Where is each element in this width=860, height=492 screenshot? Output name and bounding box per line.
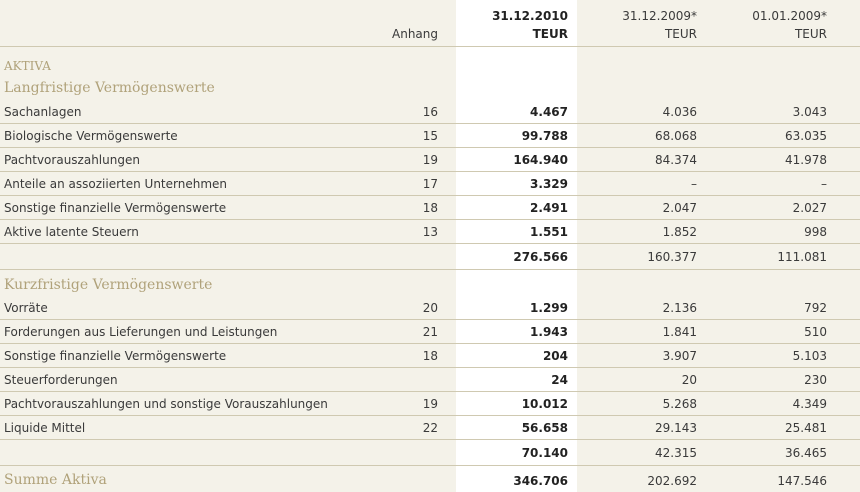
current-year-column-highlight [456, 0, 577, 492]
subtotal-2010: 70.140 [521, 446, 568, 460]
row-value-0109: 510 [804, 325, 827, 339]
row-note: 19 [422, 397, 438, 411]
row-label: Aktive latente Steuern [4, 225, 139, 239]
row-value-0109: 63.035 [785, 129, 827, 143]
row-divider [0, 343, 860, 344]
row-value-2010: 3.329 [530, 177, 568, 191]
row-value-0109: 2.027 [792, 201, 827, 215]
row-note: 22 [422, 421, 438, 435]
row-divider [0, 123, 860, 124]
summe-0109: 147.546 [777, 474, 827, 488]
subtotal-2010: 276.566 [513, 250, 568, 264]
row-label: Vorräte [4, 301, 48, 315]
col-0109-unit: TEUR [794, 27, 827, 41]
row-value-2009: 4.036 [662, 105, 697, 119]
subtotal-2009: 42.315 [655, 446, 697, 460]
row-value-2010: 164.940 [513, 153, 568, 167]
row-value-2009: 20 [681, 373, 697, 387]
col-2010-date: 31.12.2010 [492, 9, 568, 23]
header-divider [0, 46, 860, 47]
row-value-2010: 204 [542, 349, 568, 363]
row-note: 18 [422, 201, 438, 215]
row-divider [0, 171, 860, 172]
row-value-0109: 5.103 [792, 349, 827, 363]
row-value-2010: 2.491 [530, 201, 568, 215]
row-divider [0, 319, 860, 320]
row-value-2009: 1.841 [662, 325, 697, 339]
subtotal-0109: 111.081 [777, 250, 827, 264]
row-label: Biologische Vermögenswerte [4, 129, 178, 143]
row-label: Forderungen aus Lieferungen und Leistungen [4, 325, 278, 339]
row-note: 18 [422, 349, 438, 363]
row-note: 16 [422, 105, 438, 119]
row-divider [0, 367, 860, 368]
row-value-0109: 3.043 [792, 105, 827, 119]
row-label: Sachanlagen [4, 105, 82, 119]
section-divider [0, 269, 860, 270]
col-0109-date: 01.01.2009* [752, 9, 827, 23]
row-value-2010: 56.658 [521, 421, 568, 435]
row-label: Liquide Mittel [4, 421, 86, 435]
row-value-0109: 25.481 [785, 421, 827, 435]
col-2010-unit: TEUR [532, 27, 568, 41]
summe-2009: 202.692 [647, 474, 697, 488]
anhang-header: Anhang [392, 27, 438, 41]
aktiva-title: AKTIVA [4, 59, 51, 73]
row-divider [0, 415, 860, 416]
row-value-0109: 792 [804, 301, 827, 315]
subtotal-2009: 160.377 [647, 250, 697, 264]
row-note: 20 [422, 301, 438, 315]
row-label: Pachtvorauszahlungen [4, 153, 140, 167]
col-2009-date: 31.12.2009* [622, 9, 697, 23]
row-label: Anteile an assoziierten Unternehmen [4, 177, 228, 191]
row-label: Sonstige finanzielle Vermögenswerte [4, 349, 227, 363]
row-value-2009: 68.068 [655, 129, 697, 143]
row-note: 19 [422, 153, 438, 167]
row-value-0109: – [821, 177, 827, 191]
subtotal-0109: 36.465 [785, 446, 827, 460]
row-label: Steuerforderungen [4, 373, 118, 387]
row-divider [0, 147, 860, 148]
kurzfristig-title: Kurzfristige Vermögenswerte [4, 277, 213, 293]
row-label: Pachtvorauszahlungen und sonstige Vorauszahlungen [4, 397, 328, 411]
col-2009-unit: TEUR [664, 27, 697, 41]
row-value-2009: – [691, 177, 697, 191]
langfristig-title: Langfristige Vermögenswerte [4, 80, 215, 96]
row-value-2010: 1.299 [530, 301, 568, 315]
row-divider [0, 391, 860, 392]
row-value-2010: 24 [551, 373, 568, 387]
row-value-2010: 10.012 [521, 397, 568, 411]
row-value-0109: 41.978 [785, 153, 827, 167]
row-value-2009: 3.907 [662, 349, 697, 363]
row-divider [0, 219, 860, 220]
row-value-2009: 1.852 [662, 225, 697, 239]
row-value-2010: 4.467 [530, 105, 568, 119]
row-label: Sonstige finanzielle Vermögenswerte [4, 201, 227, 215]
row-divider [0, 195, 860, 196]
row-value-2009: 5.268 [662, 397, 697, 411]
row-value-2010: 1.943 [530, 325, 568, 339]
row-value-2010: 1.551 [530, 225, 568, 239]
section-divider [0, 465, 860, 466]
summe-2010: 346.706 [513, 474, 568, 488]
row-value-2010: 99.788 [521, 129, 568, 143]
row-value-2009: 29.143 [655, 421, 697, 435]
row-note: 17 [422, 177, 438, 191]
row-value-2009: 2.047 [662, 201, 697, 215]
row-divider [0, 439, 860, 440]
row-note: 21 [422, 325, 438, 339]
row-value-2009: 2.136 [662, 301, 697, 315]
row-value-2009: 84.374 [655, 153, 697, 167]
summe-label: Summe Aktiva [4, 472, 107, 488]
row-value-0109: 4.349 [792, 397, 827, 411]
row-note: 15 [422, 129, 438, 143]
row-value-0109: 998 [804, 225, 827, 239]
row-note: 13 [422, 225, 438, 239]
row-value-0109: 230 [804, 373, 827, 387]
row-divider [0, 243, 860, 244]
